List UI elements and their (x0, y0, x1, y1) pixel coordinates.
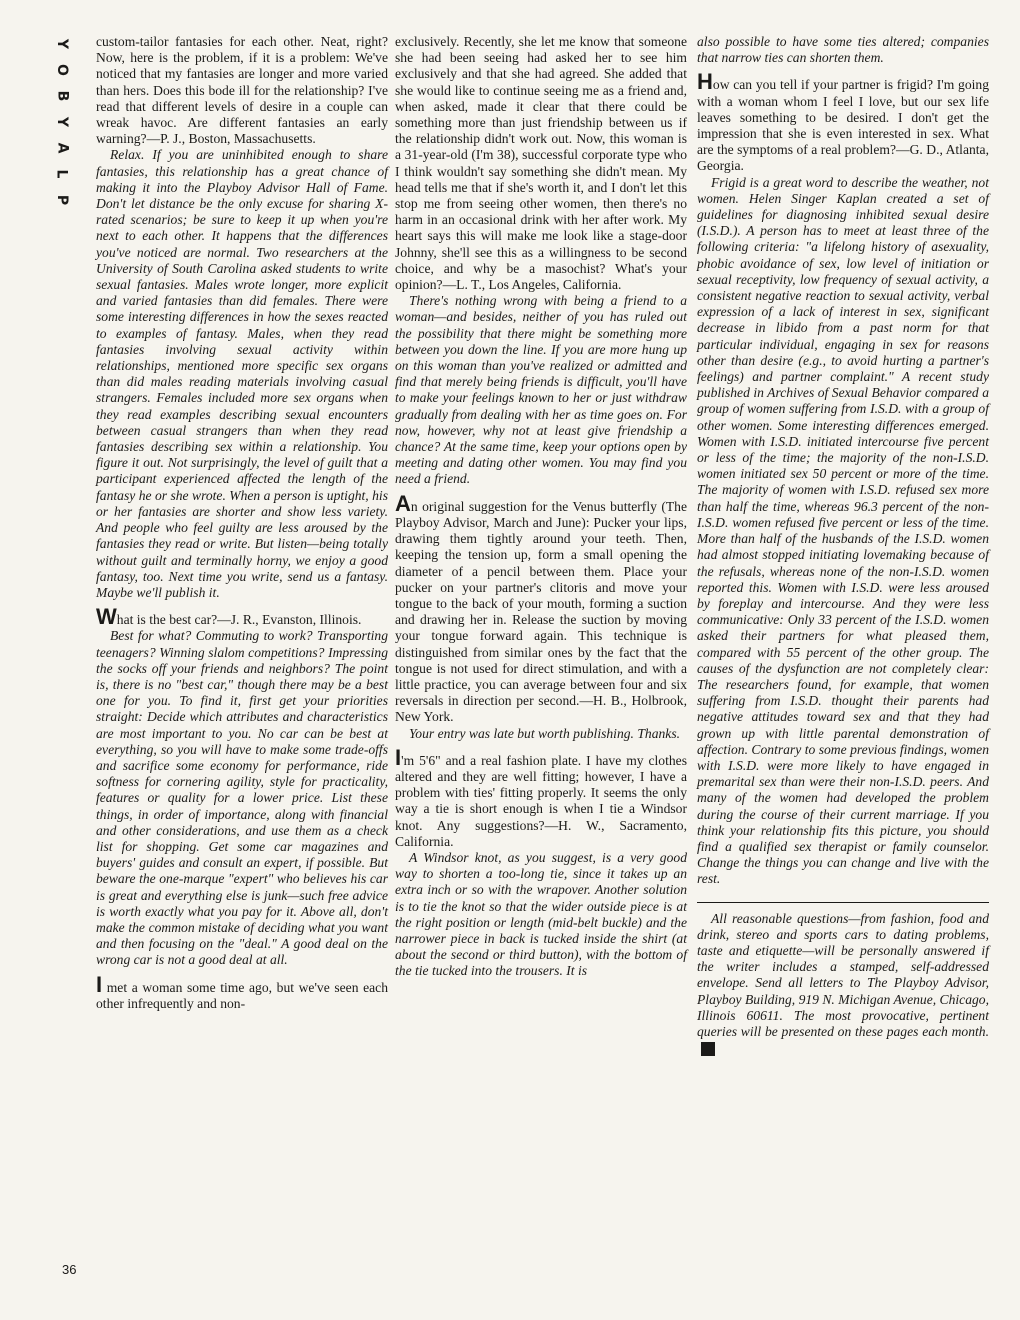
mag-letter: Y (53, 38, 70, 50)
answer-paragraph: Your entry was late but worth publishing. Thanks. (409, 725, 681, 741)
divider (697, 902, 989, 903)
answer-paragraph: also possible to have some ties altered; companies that narrow ties can shorten them. (697, 34, 989, 66)
magazine-name-vertical (53, 38, 70, 206)
drop-cap: H (697, 69, 713, 95)
letter-text: 'm 5'6" and a real fashion plate. I have my clothes altered and they are well fitting; however, I have a problem with ties' fitting properly. It seems the only way a tie is short enough is when I tie a Windsor knot. Any suggestions?—H. W., Sacramento, California. (395, 752, 687, 849)
drop-cap: I (96, 971, 103, 997)
mag-letter: L (53, 169, 70, 179)
letter-text: met a woman some time ago, but we've seen each other infrequently and non- (96, 979, 388, 1011)
letter-paragraph (697, 69, 989, 174)
letter-text: hat is the best car?—J. R., Evanston, Illinois. (116, 612, 362, 628)
letter-text: n original suggestion for the Venus butterfly (The Playboy Advisor, March and June): Pucker your lips, drawing them tightly around your teeth. Then, keeping the tension up, form a small opening the diameter of a pencil between them. Place your pucker on your partner's clitoris and move your tongue to the back of your mouth, forming a suction and drawing her in. Release the suction by moving your tongue forward again. This technique is distinguished from similar ones by the fact that the tongue is not used for direct stimulation, and with a little practice, you can average between four and six reversals in direction per second.—H. B., Holbrook, New York. (395, 498, 687, 725)
letter-paragraph (395, 490, 687, 726)
submission-note (697, 911, 989, 1057)
answer-paragraph: Relax. If you are uninhibited enough to share fantasies, this relationship has a great chance of making it into the Playboy Advisor Hall of Fame. Don't let distance be the only excuse for sharing X-rated scenarios; be sure to keep it up when you're next to each other. It happens that the differences you've noticed are normal. Two researchers at the University of South Carolina asked students to write sexual fantasies. Males wrote longer, more explicit and varied fantasies than did females. There were some interesting differences in how the sexes reacted to examples of fantasy. Males, when they read fantasies involving sexual activity within relationships, mentioned more specific sex organs than did males reading materials involving casual strangers. Females included more sex organs when they read examples describing sexual encounters between casual strangers than when they read fantasies describing sex within a relationship. You figure it out. Not surprisingly, the level of guilt that a participant experienced affected the length of the fantasy he or she wrote. When a person is uptight, his or her fantasies are shorter and show less variety. And people who feel guilty are less aroused by the fantasies they read or write. But listen—being totally without guilt and terminally horny, we enjoy a good fantasy, too. Next time you write, send us a fantasy. Maybe we'll publish it. (96, 147, 388, 600)
letter-paragraph (96, 971, 388, 1012)
mag-letter: P (53, 194, 70, 206)
letter-paragraph (96, 604, 388, 630)
drop-cap: I (395, 744, 402, 770)
bunny-logo-icon: ■ (701, 1042, 715, 1056)
column-2 (395, 34, 687, 980)
answer-paragraph: Best for what? Commuting to work? Transporting teenagers? Winning slalom competitions? Impressing the socks off your friends and neighbors? The point is, there is no "best car," though there may be a best one for you. To find it, first get your priorities straight: Decide which attributes and characteristics are most important to you. No car can be best at everything, so you will have to make some trade-offs and sacrifice some economy for performance, ride softness for cornering agility, style for practicality, features or quality for a lower price. List these things, in order of importance, along with financial and other considerations, and use them as a check list for shopping. Get some car magazines and buyers' guides and consult an expert, if possible. But beware the one-marque "expert" who believes his car is great and everything else is junk—such free advice is worth exactly what you pay for it. Above all, don't make the common mistake of deciding what you want and then focusing on the "deal." A good deal on the wrong car is not a good deal at all. (96, 628, 388, 968)
column-3 (697, 34, 989, 1056)
drop-cap: W (96, 604, 117, 630)
answer-paragraph: Frigid is a great word to describe the weather, not women. Helen Singer Kaplan created a set of guidelines for diagnosing inhibited sexual desire (I.S.D.). A person has to meet at least three of the following criteria: "a lifelong history of asexuality, phobic avoidance of sex, low level of initiation or sexual receptivity, low frequency of sexual activity, a consistent negative reaction to sexual activity, verbal expression of a lack of interest in sex, significant decrease in libido from a past norm for that particular individual, engaging in sex for reasons other than desire (e.g., to avoid hurting a partner's feelings) and partner complaint." A recent study published in Archives of Sexual Behavior compared a group of women suffering from I.S.D. with a group of other women. Some interesting differences emerged. Women with I.S.D. initiated intercourse five percent or less of the time; the majority of the non-I.S.D. women initiated sex 50 percent or more of the time. The majority of women with I.S.D. refused sex more than half the time, whereas 96.3 percent of the non-I.S.D. women refused five percent or less of the time. More than half of the husbands of the I.S.D. women had almost stopped initiating lovemaking because of the refusals, whereas none of the non-I.S.D. women reported this. Women with I.S.D. were less aroused by foreplay and intercourse. And they were less communicative: Only 33 percent of the I.S.D. women asked their partners for what pleased them, compared with 55 percent of the other group. The causes of the dysfunction are not completely clear: The researchers found, for example, that women suffering from I.S.D. thought their parents had negative attitudes toward sex and that they had grown up with little parental demonstration of affection. Contrary to some previous findings, women with I.S.D. were more likely to have engaged in premarital sex than were their non-I.S.D. peers. And many of the women had developed the problem during the course of their current marriage. If you think your relationship fits this picture, you should find a qualified sex therapist or family counselor. Change the things you can change and live with the rest. (697, 174, 989, 887)
mag-letter: O (53, 64, 70, 76)
letter-text: ow can you tell if your partner is frigid? I'm going with a woman whom I feel I love, but our sex life leaves something to be desired. I don't get the impression that she is even interested in sex. What are the symptoms of a real problem?—G. D., Atlanta, Georgia. (697, 77, 989, 174)
answer-paragraph: There's nothing wrong with being a friend to a woman—and besides, neither of you has ruled out the possibility that there might be something more between you down the line. If you are more hung up on this woman than you've realized or admitted and find that merely being friends is difficult, you'll have to make your feelings known to her or just withdraw gradually from dealing with her as time goes on. For now, however, why not at least give friendship a chance? At the same time, keep your options open by meeting and dating other women. You may find you need a friend. (395, 293, 687, 487)
letter-paragraph (395, 744, 687, 850)
page-number: 36 (62, 1262, 77, 1277)
answer-paragraph: A Windsor knot, as you suggest, is a very good way to shorten a too-long tie, since it takes up an extra inch or so with the wrapover. Another solution is to tie the knot so that the wider outside piece is at the right position or length (mid-belt buckle) and the narrower piece in back is tucked inside the shirt (at about the second or third button), with the bottom of the tie tucked into the trousers. It is (395, 849, 687, 979)
letter-paragraph: exclusively. Recently, she let me know that someone she had been seeing had asked her to see him exclusively and that she had agreed. She added that she would like to continue seeing me as a friend and, when asked, made it clear that there could be something more than just friendship between us if the relationship didn't work out. Now, this woman is a 31-year-old (I'm 38), successful corporate type who I think wouldn't say something she didn't mean. My head tells me that if she's worth it, and I don't let this stop me from seeing other women, then there's no harm in an occasional drink with her after work. My heart says this will make me look like a stage-door Johnny, she'll see this as a willingness to be second choice, and why be a masochist? What's your opinion?—L. T., Los Angeles, California. (395, 34, 687, 293)
submission-note-text: All reasonable questions—from fashion, food and drink, stereo and sports cars to dating problems, taste and etiquette—will be personally answered if the writer includes a stamped, self-addressed envelope. Send all letters to The Playboy Advisor, Playboy Building, 919 N. Michigan Avenue, Chicago, Illinois 60611. The most provocative, pertinent queries will be presented on these pages each month. (697, 910, 989, 1039)
letter-paragraph: custom-tailor fantasies for each other. Neat, right? Now, here is the problem, if it is a problem: We've noticed that my fantasies are longer and more varied than hers. Does this bode ill for the relationship? I've read that different levels of desire in a couple can wreak havoc. Are different fantasies an early warning?—P. J., Boston, Massachusetts. (96, 34, 388, 147)
mag-letter: Y (53, 116, 70, 128)
mag-letter: B (53, 90, 70, 102)
mag-letter: A (53, 142, 70, 154)
drop-cap: A (395, 490, 411, 516)
column-1 (96, 34, 388, 1012)
